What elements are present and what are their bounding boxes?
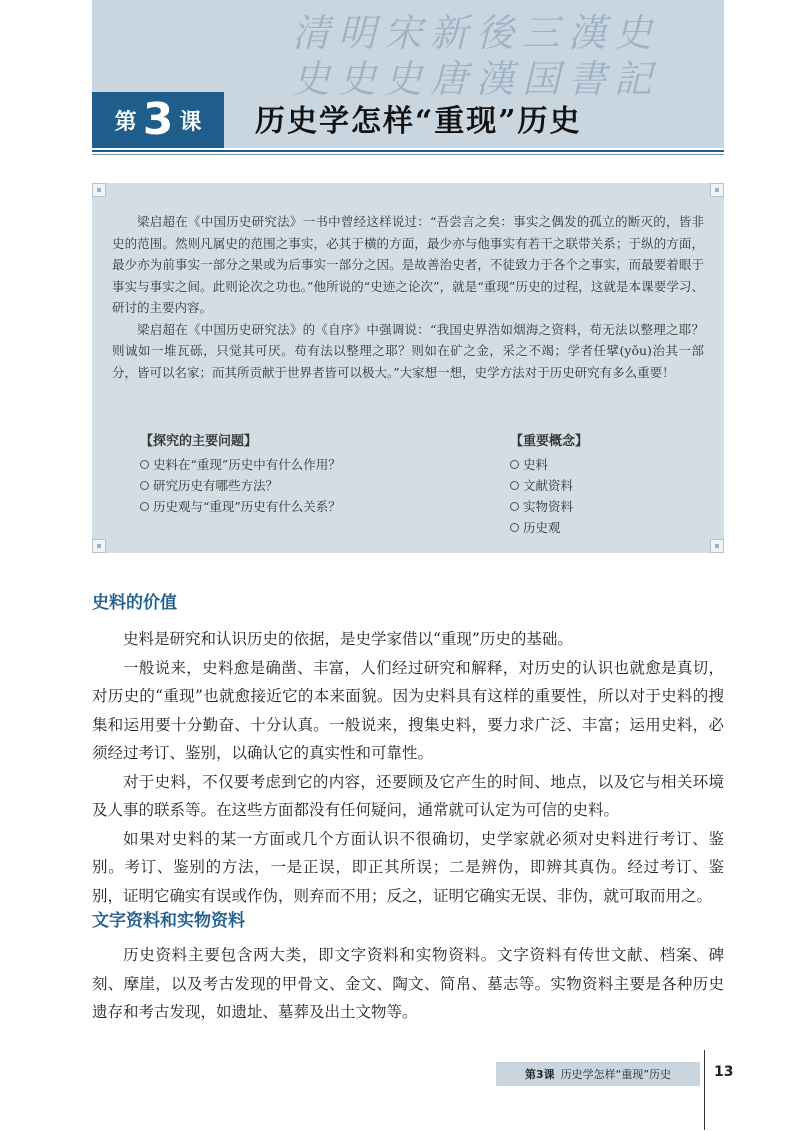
concept-item (510, 517, 588, 538)
concept-item (510, 496, 588, 517)
concept-text: 史料 (523, 457, 549, 472)
corner-ornament (92, 183, 106, 197)
concept-item (510, 475, 588, 496)
corner-ornament (92, 539, 106, 553)
corner-ornament (710, 183, 724, 197)
header-divider (92, 150, 724, 152)
lesson-prefix: 第 (114, 109, 137, 135)
footer-lesson-label: 第3课 (524, 1068, 555, 1081)
lesson-number: 3 (142, 94, 174, 145)
question-text: 历史观与“重现”历史有什么关系？ (153, 499, 341, 514)
concepts-title: 【重要概念】 (510, 434, 589, 449)
body-paragraph: 史料是研究和认识历史的依据，是史学家借以“重现”历史的基础。 (123, 630, 573, 648)
circle-bullet-icon (140, 460, 149, 469)
body-paragraph: 对于史料，不仅要考虑到它的内容，还要顾及它产生的时间、地点，以及它与相关环境及人事的联系等。在这些方面都没有任何疑问，通常就可认定为可信的史料。 (92, 772, 724, 819)
section-body (92, 941, 724, 1027)
deco-line-2: 史史史唐漢国書記 (292, 57, 661, 101)
deco-line-1: 清明宋新後三漢史 (292, 11, 661, 55)
questions-title: 【探究的主要问题】 (140, 434, 258, 449)
concept-text: 历史观 (523, 520, 561, 535)
concept-text: 实物资料 (523, 499, 574, 514)
corner-ornament (710, 539, 724, 553)
concept-item (510, 454, 588, 475)
running-footer (496, 1062, 700, 1086)
page-number: 13 (714, 1064, 734, 1080)
question-text: 史料在“重现”历史中有什么作用？ (153, 457, 341, 472)
concept-text: 文献资料 (523, 478, 574, 493)
question-item (140, 454, 341, 475)
lesson-number-block (92, 92, 224, 148)
page-title: 历史学怎样“重现”历史 (255, 104, 582, 139)
question-item (140, 475, 341, 496)
lesson-suffix: 课 (179, 109, 202, 135)
section-heading: 文字资料和实物资料 (92, 911, 245, 931)
header-divider-thin (92, 154, 724, 155)
circle-bullet-icon (510, 502, 519, 511)
body-paragraph: 历史资料主要包含两大类，即文字资料和实物资料。文字资料有传世文献、档案、碑刻、摩崖，以及考古发现的甲骨文、金文、陶文、简帛、墓志等。实物资料主要是各种历史遗存和考古发现，如遗址、墓葬及出土文物等。 (92, 946, 724, 1021)
intro-text (112, 211, 704, 383)
circle-bullet-icon (140, 481, 149, 490)
body-paragraph: 如果对史料的某一方面或几个方面认识不很确切，史学家就必须对史料进行考订、鉴别。考订、鉴别的方法，一是正误，即正其所误；二是辨伪，即辨其真伪。经过考订、鉴别，证明它确实有误或作伪，则弃而不用；反之，证明它确实无误、非伪，就可取而用之。 (92, 829, 724, 905)
intro-paragraph: 梁启超在《中国历史研究法》的《自序》中强调说：“我国史界浩如烟海之资料，苟无法以整理之耶？则诚如一堆瓦砾，只觉其可厌。苟有法以整理之耶？则如在矿之金，采之不竭；学者任擘(yǒu)治其一部分，皆可以名家；而其所贡献于世界者皆可以极大。”大家想一想，史学方法对于历史研究有多么重要！ (112, 321, 704, 380)
circle-bullet-icon (140, 502, 149, 511)
footer-title: 历史学怎样“重现”历史 (560, 1068, 672, 1081)
circle-bullet-icon (510, 460, 519, 469)
circle-bullet-icon (510, 481, 519, 490)
section-heading: 史料的价值 (92, 593, 177, 613)
concepts-list (510, 431, 588, 538)
questions-list (140, 431, 341, 517)
circle-bullet-icon (510, 523, 519, 532)
footer-divider (704, 1050, 705, 1130)
intro-paragraph: 梁启超在《中国历史研究法》一书中曾经这样说过：“吾尝言之矣：事实之偶发的孤立的断灭的，皆非史的范围。然则凡属史的范围之事实，必其于横的方面，最少亦与他事实有若干之联带关系；于纵的方面，最少亦为前事实一部分之果或为后事实一部分之因。是故善治史者，不徒致力于各个之事实，而最要着眼于事实与事实之间。此则论次之功也。”他所说的“史迹之论次”，就是“重现”历史的过程，这就是本课要学习、研讨的主要内容。 (112, 214, 704, 315)
question-item (140, 496, 341, 517)
intro-box (92, 183, 724, 553)
section-body (92, 625, 724, 910)
body-paragraph: 一般说来，史料愈是确凿、丰富，人们经过研究和解释，对历史的认识也就愈是真切，对历史的“重现”也就愈接近它的本来面貌。因为史料具有这样的重要性，所以对于史料的搜集和运用要十分勤奋、十分认真。一般说来，搜集史料，要力求广泛、丰富；运用史料，必须经过考订、鉴别，以确认它的真实性和可靠性。 (92, 658, 724, 762)
question-text: 研究历史有哪些方法？ (153, 478, 279, 493)
